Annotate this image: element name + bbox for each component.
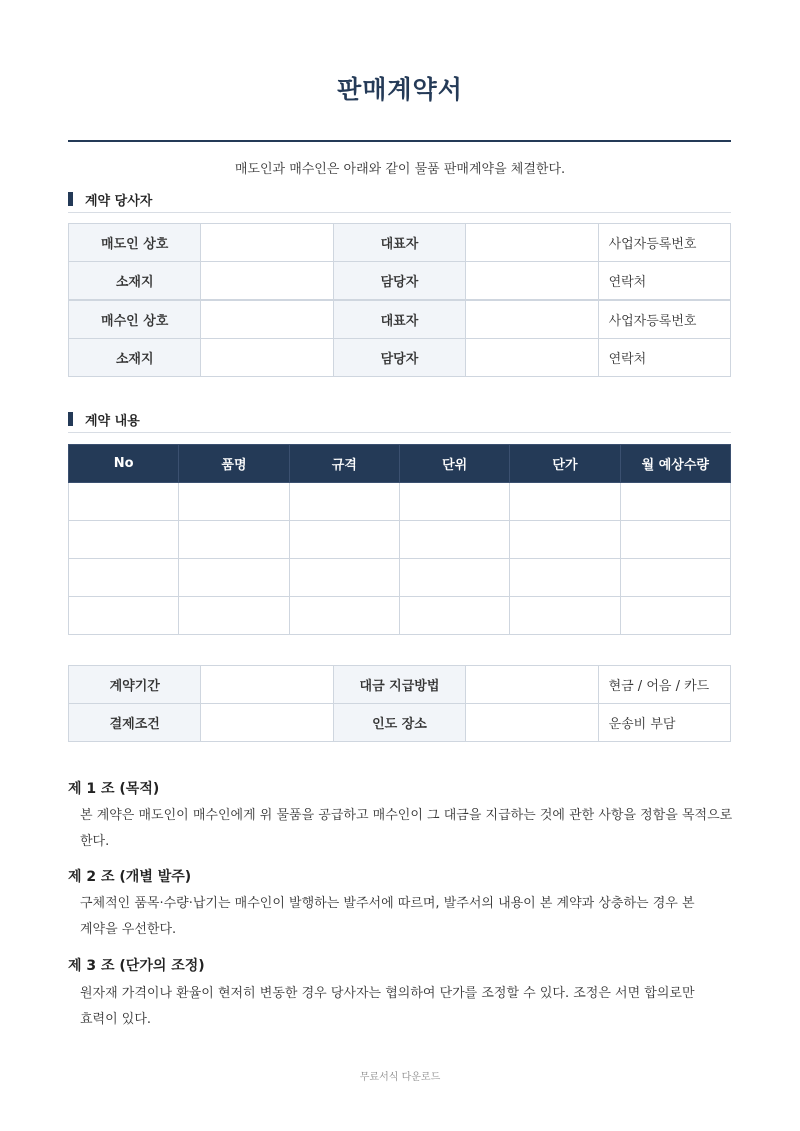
document-title: 판매계약서	[337, 75, 463, 104]
table-cell[interactable]	[69, 521, 179, 559]
table-row	[69, 339, 731, 377]
delivery-place-field[interactable]	[466, 704, 598, 742]
table-cell[interactable]	[69, 559, 179, 597]
table-row	[69, 597, 731, 635]
section-header-parties	[68, 190, 731, 213]
table-cell[interactable]	[399, 521, 509, 559]
contract-period-label: 계약기간	[69, 666, 201, 704]
payment-terms-field[interactable]	[201, 704, 333, 742]
table-cell[interactable]	[399, 597, 509, 635]
column-header-product: 품명	[179, 445, 289, 483]
table-row	[69, 262, 731, 301]
buyer-address-label: 소재지	[69, 339, 201, 377]
table-cell[interactable]	[510, 521, 620, 559]
seller-name-label: 매도인 상호	[69, 224, 201, 262]
seller-rep-field[interactable]	[466, 224, 598, 262]
table-row	[69, 666, 731, 704]
payment-method-options[interactable]: 현금 / 어음 / 카드	[598, 666, 730, 704]
buyer-name-label: 매수인 상호	[69, 300, 201, 339]
table-cell[interactable]	[69, 597, 179, 635]
table-cell[interactable]	[510, 597, 620, 635]
table-cell[interactable]	[69, 483, 179, 521]
section-marker	[68, 192, 73, 206]
table-row	[69, 300, 731, 339]
section-header-content	[68, 410, 731, 433]
article-3-body: 원자재 가격이나 환율이 현저히 변동한 경우 당사자는 협의하여 단가를 조정할 수 있다. 조정은 서면 합의로만 효력이 있다.	[80, 986, 695, 1027]
column-header-no: No	[69, 445, 179, 483]
terms-table	[68, 665, 731, 742]
payment-terms-label: 결제조건	[69, 704, 201, 742]
column-header-price: 단가	[510, 445, 620, 483]
table-cell[interactable]	[399, 559, 509, 597]
buyer-rep-field[interactable]	[466, 300, 598, 339]
seller-manager-label: 담당자	[333, 262, 465, 301]
table-header-row	[69, 445, 731, 483]
intro-text: 매도인과 매수인은 아래와 같이 물품 판매계약을 체결한다.	[234, 162, 566, 177]
payment-method-label: 대금 지급방법	[333, 666, 465, 704]
table-cell[interactable]	[620, 597, 730, 635]
table-cell[interactable]	[179, 597, 289, 635]
table-row	[69, 559, 731, 597]
seller-name-field[interactable]	[201, 224, 333, 262]
table-cell[interactable]	[179, 521, 289, 559]
table-cell[interactable]	[179, 559, 289, 597]
seller-address-field[interactable]	[201, 262, 333, 301]
seller-address-label: 소재지	[69, 262, 201, 301]
table-cell[interactable]	[289, 521, 399, 559]
table-cell[interactable]	[179, 483, 289, 521]
article-3-title: 제 3 조 (단가의 조정)	[68, 958, 205, 974]
section-title-parties: 계약 당사자	[85, 194, 153, 209]
buyer-manager-label: 담당자	[333, 339, 465, 377]
title-divider	[68, 140, 731, 142]
article-1-body: 본 계약은 매도인이 매수인에게 위 물품을 공급하고 매수인이 그 대금을 지급하는 것에 관한 사항을 정함을 목적으로 한다.	[80, 808, 733, 849]
article-2-title: 제 2 조 (개별 발주)	[68, 869, 192, 885]
table-cell[interactable]	[510, 483, 620, 521]
contract-period-field[interactable]	[201, 666, 333, 704]
section-marker	[68, 412, 73, 426]
buyer-bizno-field[interactable]: 사업자등록번호	[598, 300, 730, 339]
section-title-content: 계약 내용	[85, 414, 140, 429]
buyer-rep-label: 대표자	[333, 300, 465, 339]
table-row	[69, 483, 731, 521]
buyer-address-field[interactable]	[201, 339, 333, 377]
payment-method-field[interactable]	[466, 666, 598, 704]
column-header-spec: 규격	[289, 445, 399, 483]
table-row	[69, 224, 731, 262]
buyer-manager-field[interactable]	[466, 339, 598, 377]
table-cell[interactable]	[620, 483, 730, 521]
table-cell[interactable]	[510, 559, 620, 597]
table-cell[interactable]	[289, 559, 399, 597]
table-cell[interactable]	[620, 521, 730, 559]
table-cell[interactable]	[620, 559, 730, 597]
parties-table	[68, 223, 731, 377]
table-cell[interactable]	[289, 597, 399, 635]
table-row	[69, 521, 731, 559]
article-2-body: 구체적인 품목·수량·납기는 매수인이 발행하는 발주서에 따르며, 발주서의 내용이 본 계약과 상충하는 경우 본 계약을 우선한다.	[80, 896, 695, 937]
column-header-quantity: 월 예상수량	[620, 445, 730, 483]
footer-text: 무료서식 다운로드	[359, 1072, 441, 1083]
buyer-name-field[interactable]	[201, 300, 333, 339]
delivery-place-label: 인도 장소	[333, 704, 465, 742]
seller-bizno-field[interactable]: 사업자등록번호	[598, 224, 730, 262]
buyer-contact-field[interactable]: 연락처	[598, 339, 730, 377]
table-cell[interactable]	[289, 483, 399, 521]
seller-contact-field[interactable]: 연락처	[598, 262, 730, 301]
items-table	[68, 444, 731, 635]
seller-manager-field[interactable]	[466, 262, 598, 301]
seller-rep-label: 대표자	[333, 224, 465, 262]
column-header-unit: 단위	[399, 445, 509, 483]
article-1-title: 제 1 조 (목적)	[68, 781, 160, 797]
shipping-cost-field[interactable]: 운송비 부담	[598, 704, 730, 742]
table-cell[interactable]	[399, 483, 509, 521]
table-row	[69, 704, 731, 742]
